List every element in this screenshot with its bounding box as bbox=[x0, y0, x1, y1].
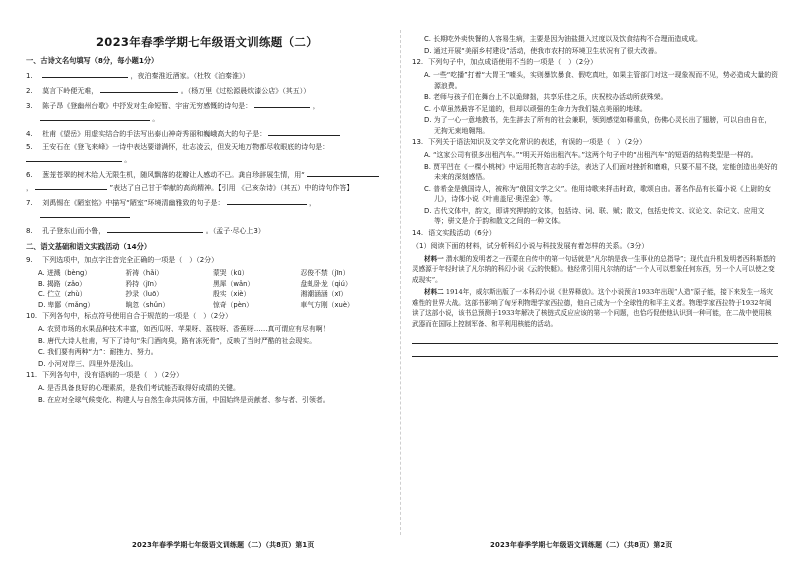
question-text: 莫言下岭便无难， bbox=[42, 87, 99, 95]
material-label: 材料二 bbox=[424, 288, 444, 296]
material-1 bbox=[412, 254, 778, 286]
question-number: 4. bbox=[26, 130, 33, 138]
option-a3: 蒙哭（kū） bbox=[213, 269, 249, 277]
option-d2: 晌忽（shǔn） bbox=[125, 300, 170, 309]
page-title: 2023年春季学期七年级语文训练题（二） bbox=[95, 35, 318, 49]
answer-blank[interactable] bbox=[26, 153, 122, 162]
page-footer-left: 2023年春季学期七年级语文训练题（二）（共8页）第1页 bbox=[132, 541, 315, 549]
punctuation: ， bbox=[312, 102, 320, 110]
option-d3: 惊奇（pèn） bbox=[213, 300, 253, 309]
answer-line[interactable] bbox=[412, 344, 778, 357]
option-c[interactable]: C. 小草虽然最容不足道的，但却以顽强的生命力为我们装点美丽的地球。 bbox=[424, 104, 647, 113]
question-number: 5. bbox=[26, 143, 33, 151]
question-number: 12. bbox=[412, 58, 424, 66]
answer-blank[interactable] bbox=[227, 196, 307, 205]
option-c[interactable]: C. 我们要有两种“力”：耐挫力、努力。 bbox=[38, 348, 158, 356]
punctuation: 。 bbox=[124, 156, 132, 164]
question-text: 杜甫《望岳》用虚实结合的手法写出泰山神奇秀丽和巍峨高大的句子是： bbox=[42, 130, 267, 138]
answer-blank[interactable] bbox=[254, 99, 310, 108]
answer-blank[interactable] bbox=[40, 209, 130, 218]
question-number: 11. bbox=[26, 371, 38, 379]
option-b1[interactable]: B. 揭路（zǎo） bbox=[38, 279, 87, 288]
question-4 bbox=[26, 127, 388, 140]
question-text: 语文实践活动（6分） bbox=[428, 228, 496, 237]
option-b[interactable]: B. 在应对全球气候变化、构建人与自然生命共同体方面，中国始终是贡献者、参与者、引领者。 bbox=[38, 395, 330, 404]
question-number: 6. bbox=[26, 171, 33, 179]
option-d[interactable]: D. 为了一心一意地教书，先生辞去了所有的社会兼职，领到感觉如释重负，伤佛心灵长出了翅膀，可以自由自在，无拘无束地翱翔。 bbox=[424, 116, 772, 135]
option-a4: 忍俊不禁（jīn） bbox=[300, 269, 350, 277]
question-1 bbox=[26, 69, 388, 82]
question-text: 孔子登东山而小鲁， bbox=[42, 227, 106, 235]
option-c3: 殷实（xiè） bbox=[213, 290, 251, 298]
question-13 bbox=[412, 137, 778, 148]
question-14 bbox=[412, 228, 778, 239]
question-3 bbox=[26, 99, 388, 125]
option-c1[interactable]: C. 伫立（zhù） bbox=[38, 290, 87, 298]
option-b3: 黑犀（wǎn） bbox=[213, 279, 255, 288]
answer-blank[interactable] bbox=[35, 181, 107, 190]
punctuation: ， bbox=[26, 184, 33, 192]
question-text: ”表达了自己甘于奉献的高尚精神。【引用 bbox=[109, 184, 236, 192]
section-2-heading: 二、语文基础和语文实践活动（14分） bbox=[26, 242, 152, 251]
question-text: 刘禹锡在《陋室铭》中描写“陋室”环境清幽雅致的句子是： bbox=[42, 199, 225, 207]
question-9 bbox=[26, 255, 388, 266]
question-12 bbox=[412, 57, 778, 68]
question-text: 下列句子中，加点成语使用不当的一项是（ ）（2分） bbox=[428, 58, 598, 66]
option-d4: 車气方刚（xuè） bbox=[300, 300, 354, 309]
question-source: 。（孟子·尽心上3） bbox=[205, 227, 265, 235]
material-text: 1914年，威尔斯出版了一本科幻小说《世界释放》。这个小说预言1933年出现“人造”原子能，接下来发生一场灾难性的世界大战。这部书影响了匈牙利物理学家西拉德，他自己成为一个全球性的和平主义者。物理学家西拉特于1932年阅读了这部小说，该书总预测于1933年解决了核链式反应应该的第一个问题，也恰巧促使他认识到一种可能，在二战中使用核武器而在国际上控制军备、和平利用核能的活动。 bbox=[412, 288, 774, 328]
option-d[interactable]: D. 通过开展“美丽乡村建设”活动，使我市农村的环境卫生状况有了很大改善。 bbox=[424, 46, 662, 55]
question-number: 8. bbox=[26, 227, 33, 235]
right-page bbox=[400, 0, 794, 561]
question-8 bbox=[26, 224, 388, 237]
answer-blank[interactable] bbox=[307, 168, 379, 177]
question-text: 《己亥杂诗》（其五）中的诗句作答】 bbox=[237, 184, 354, 192]
question-number: 2. bbox=[26, 87, 33, 95]
question-text: 陈子昂《登幽州台歌》中抒发对生命短暂、宇宙无穷感慨的诗句是： bbox=[42, 102, 253, 110]
material-text: 潜水艇的发明者之一西蒙在自传中的第一句话就是“凡尔纳是我一生事业的总指导”；现代直升机发明者西科斯基的灵感源于年轻时读了凡尔纳的科幻小说《云的快艇》。他经常引用凡尔纳的话“一个人可以想象任何东西，另一个人可以使之变成现实”。 bbox=[412, 254, 776, 284]
option-a[interactable]: A. 农贸市场的水果品种技术丰富，如西瓜呀、苹果呀、荔枝呀、香蕉呀……真可谓应有尽有啊！ bbox=[38, 325, 330, 333]
answer-blank[interactable] bbox=[268, 127, 340, 136]
answer-blank[interactable] bbox=[107, 224, 203, 233]
question-number: 10. bbox=[26, 312, 38, 320]
option-b[interactable]: B. 老师与孩子们在舞台上不以诡肆拙，共享乐佳之乐，庆祝校办活动所获殊荣。 bbox=[424, 93, 668, 101]
question-6 bbox=[26, 168, 388, 194]
question-number: 9. bbox=[26, 256, 33, 264]
option-a[interactable]: A. 是否具备良好的心理素质，是我们考试能否取得好成绩的关键。 bbox=[38, 384, 240, 392]
question-2 bbox=[26, 84, 388, 97]
material-label: 材料一 bbox=[424, 254, 444, 263]
question-number: 1. bbox=[26, 72, 33, 80]
option-c2: 抄录（luō） bbox=[125, 290, 164, 298]
question-number: 14. bbox=[412, 228, 424, 237]
option-c4: 湘潮涵涵（xī） bbox=[300, 290, 348, 298]
question-number: 13. bbox=[412, 138, 424, 146]
question-text: 下列关于语法知识及文学文化常识的表述，有误的一项是（ ）（2分） bbox=[428, 138, 647, 146]
question-text: 下列各句中，没有语病的一项是（ ）（2分） bbox=[42, 371, 184, 379]
question-11 bbox=[26, 370, 388, 381]
answer-blank[interactable] bbox=[40, 112, 150, 121]
question-10 bbox=[26, 311, 388, 322]
option-a1[interactable]: A. 迸溅（bèng） bbox=[38, 269, 92, 277]
page-footer-right: 2023年春季学期七年级语文训练题（二）（共8页）第2页 bbox=[490, 541, 673, 549]
option-d[interactable]: D. 小河对岸三、四里外是浅山。 bbox=[38, 359, 138, 368]
question-source: 。（杨万里《过松源晨炊漆公店》（其五）） bbox=[180, 87, 311, 95]
option-b[interactable]: B. 贾平凹在《一棵小桃树》中运用托物言志的手法，表达了人们面对挫折和磨难，只要不屈不挠，定能创造出美好的未来的深刻感悟。 bbox=[424, 162, 778, 181]
punctuation: 。 bbox=[152, 115, 160, 123]
punctuation: ， bbox=[308, 199, 316, 207]
question-text: 王安石在《登飞来峰》一诗中表达要谱满怀，壮志凌云，但发天地万物都尽收眼底的诗句是： bbox=[42, 143, 330, 151]
section-1-heading: 一、古诗文名句填写（8分，每小题1分） bbox=[26, 56, 159, 65]
option-c[interactable]: C. 长期吃外卖快餐的人容易生病，主要是因为油盐摄入过度以及饮食结构不合理而造成成。 bbox=[424, 35, 702, 43]
question-text: 下列各句中，标点符号使用自合于规范的一项是（ ）（2分） bbox=[42, 312, 233, 320]
answer-blank[interactable] bbox=[100, 84, 178, 93]
option-d[interactable]: D. 古代文体中，韵文，即讲究押韵的文体，包括诗、词、联、赋；散文，包括史传文、议论文、杂记文、应用文等；骈文是介于韵和散文之间的一种文体。 bbox=[424, 206, 765, 225]
option-b4: 盘虬卧龙（qiú） bbox=[300, 279, 352, 288]
question-7 bbox=[26, 196, 388, 222]
question-text: 下列选项中，加点字注音完全正确的一项是（ ）（2分） bbox=[42, 256, 219, 264]
option-a[interactable]: A. “这家公司有很多出租汽车。”“明天开始出租汽车。”这两个句子中的“出租汽车”的短语的结构类型是一样的。 bbox=[424, 151, 758, 159]
answer-blank[interactable] bbox=[42, 69, 128, 78]
question-text: 葱茏苍翠的树木给人无限生机，随风飘落的花瓣让人感动不已。龚自珍辞展生情，用“ bbox=[42, 171, 305, 179]
option-a[interactable]: A. 一些“吃播”打着“大胃王”噱头，实则暴饮暴食、假吃真吐，如果主管部门对这一现象视而不见，势必造成大量的资源浪费。 bbox=[424, 71, 778, 90]
material-2 bbox=[412, 287, 778, 329]
option-d1[interactable]: D. 卑鄙（mǎng） bbox=[38, 300, 95, 309]
question-number: 7. bbox=[26, 199, 33, 207]
question-9-options bbox=[38, 268, 388, 310]
question-5 bbox=[26, 142, 388, 166]
option-c[interactable]: C. 普希金是俄国诗人，被称为“俄国文学之父”。他用诗歌来抨击时政，歌颂自由。著名作品有长篇小说《上尉的女儿》，诗体小说《叶甫盖尼·奥涅金》等。 bbox=[424, 184, 772, 203]
question-text: ，夜泊秦淮近酒家。（杜牧《泊秦淮》） bbox=[130, 72, 250, 80]
answer-line[interactable] bbox=[412, 331, 778, 344]
option-b[interactable]: B. 唐代大诗人杜甫，写下了诗句“朱门酒肉臭，路有冻死骨”，反映了当时严酷的社会现实。 bbox=[38, 336, 317, 345]
question-number: 3. bbox=[26, 102, 33, 110]
option-b2: 矜持（jīn） bbox=[125, 279, 161, 288]
option-a2: 祈祷（hǎi） bbox=[125, 269, 164, 277]
question-14-1: （1）阅读下面的材料，试分析科幻小说与科技发展有着怎样的关系。（3分） bbox=[412, 241, 649, 250]
